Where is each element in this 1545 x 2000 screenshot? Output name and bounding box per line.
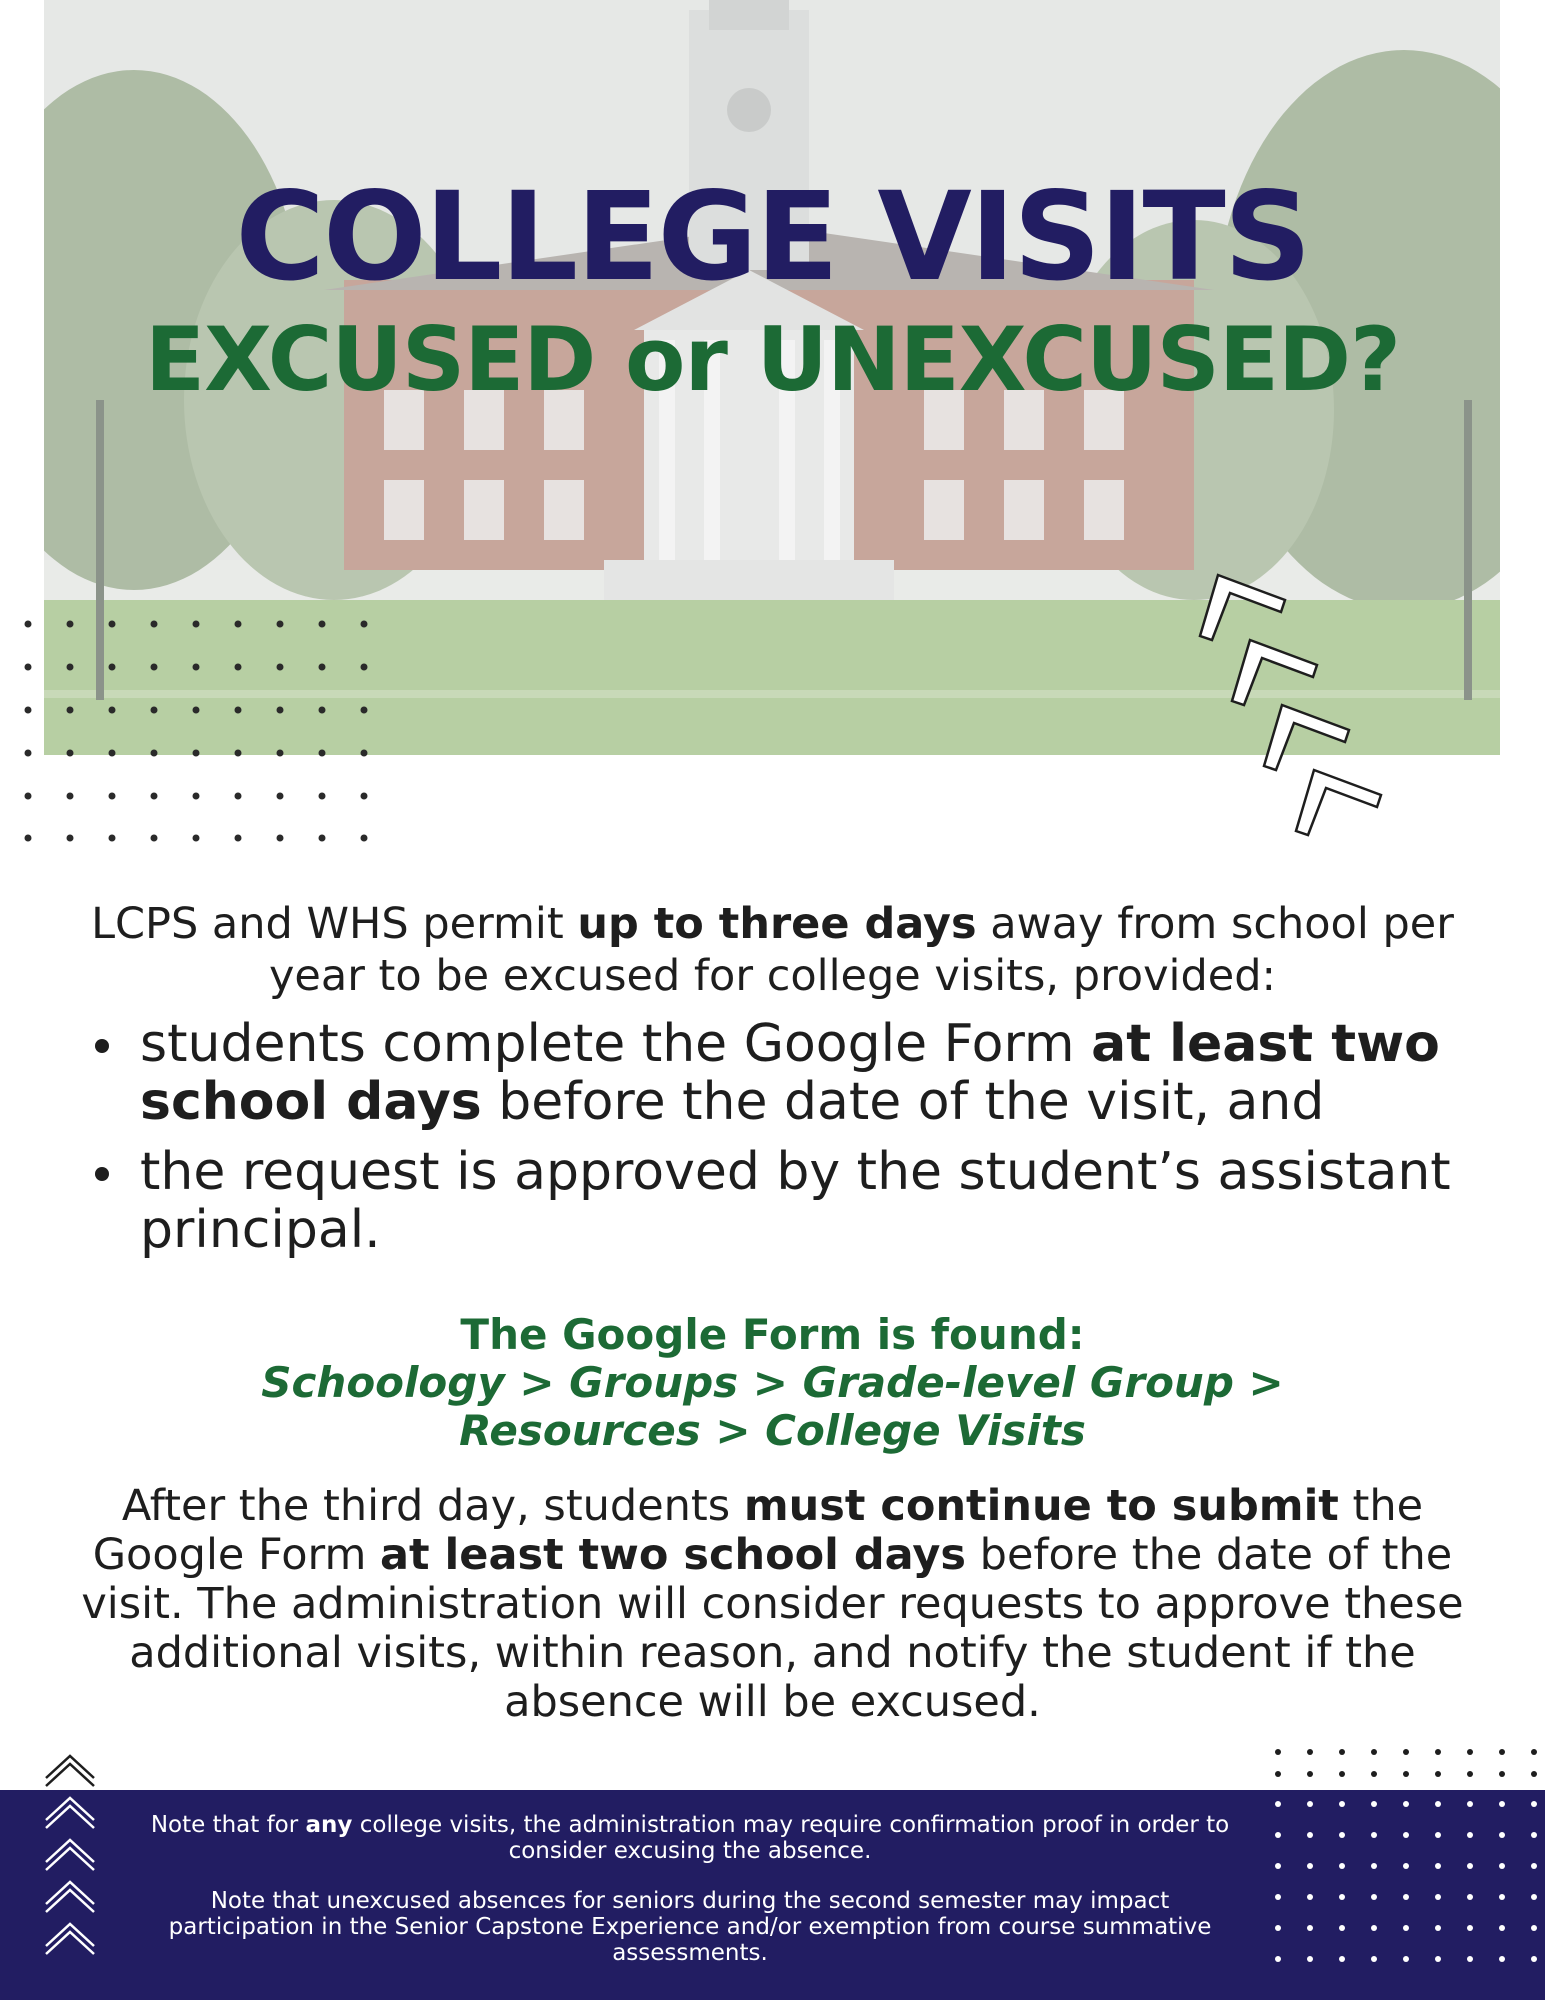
bullet-icon — [95, 1167, 109, 1181]
list-item: students complete the Google Form at least two school days before the date of the visit, and — [95, 1015, 1515, 1131]
footer-note-confirmation: Note that for any college visits, the administration may require confirmation proof in order to consider excusing the absence. — [150, 1812, 1230, 1864]
requirements-list — [95, 1015, 1515, 1271]
bullet-icon — [95, 1039, 109, 1053]
google-form-heading: The Google Form is found: — [460, 1310, 1085, 1359]
google-form-path-line: Resources > College Visits — [459, 1406, 1086, 1455]
dot-grid-pattern — [20, 616, 390, 850]
google-form-path-line: Schoology > Groups > Grade-level Group > — [261, 1358, 1284, 1407]
dot-grid-pattern — [1270, 1744, 1540, 1988]
page-subtitle: EXCUSED or UNEXCUSED? — [144, 308, 1401, 411]
list-item: the request is approved by the student’s assistant principal. — [95, 1143, 1515, 1259]
chevron-decoration — [1190, 560, 1390, 854]
page-title: COLLEGE VISITS — [235, 166, 1310, 308]
up-chevron-stack — [42, 1752, 102, 1966]
intro-paragraph: LCPS and WHS permit up to three days away from school per year to be excused for college visits, provided: — [91, 899, 1454, 1001]
after-third-day-paragraph: After the third day, students must continue to submit the Google Form at least two school days before the date of the visit. The administration will consider requests to approve these additional visits, within reason, and notify the student if the absence will be excused. — [81, 1481, 1464, 1727]
footer-note-seniors: Note that unexcused absences for seniors during the second semester may impact participation in the Senior Capstone Experience and/or exemption from course summative assessments. — [168, 1888, 1212, 1966]
